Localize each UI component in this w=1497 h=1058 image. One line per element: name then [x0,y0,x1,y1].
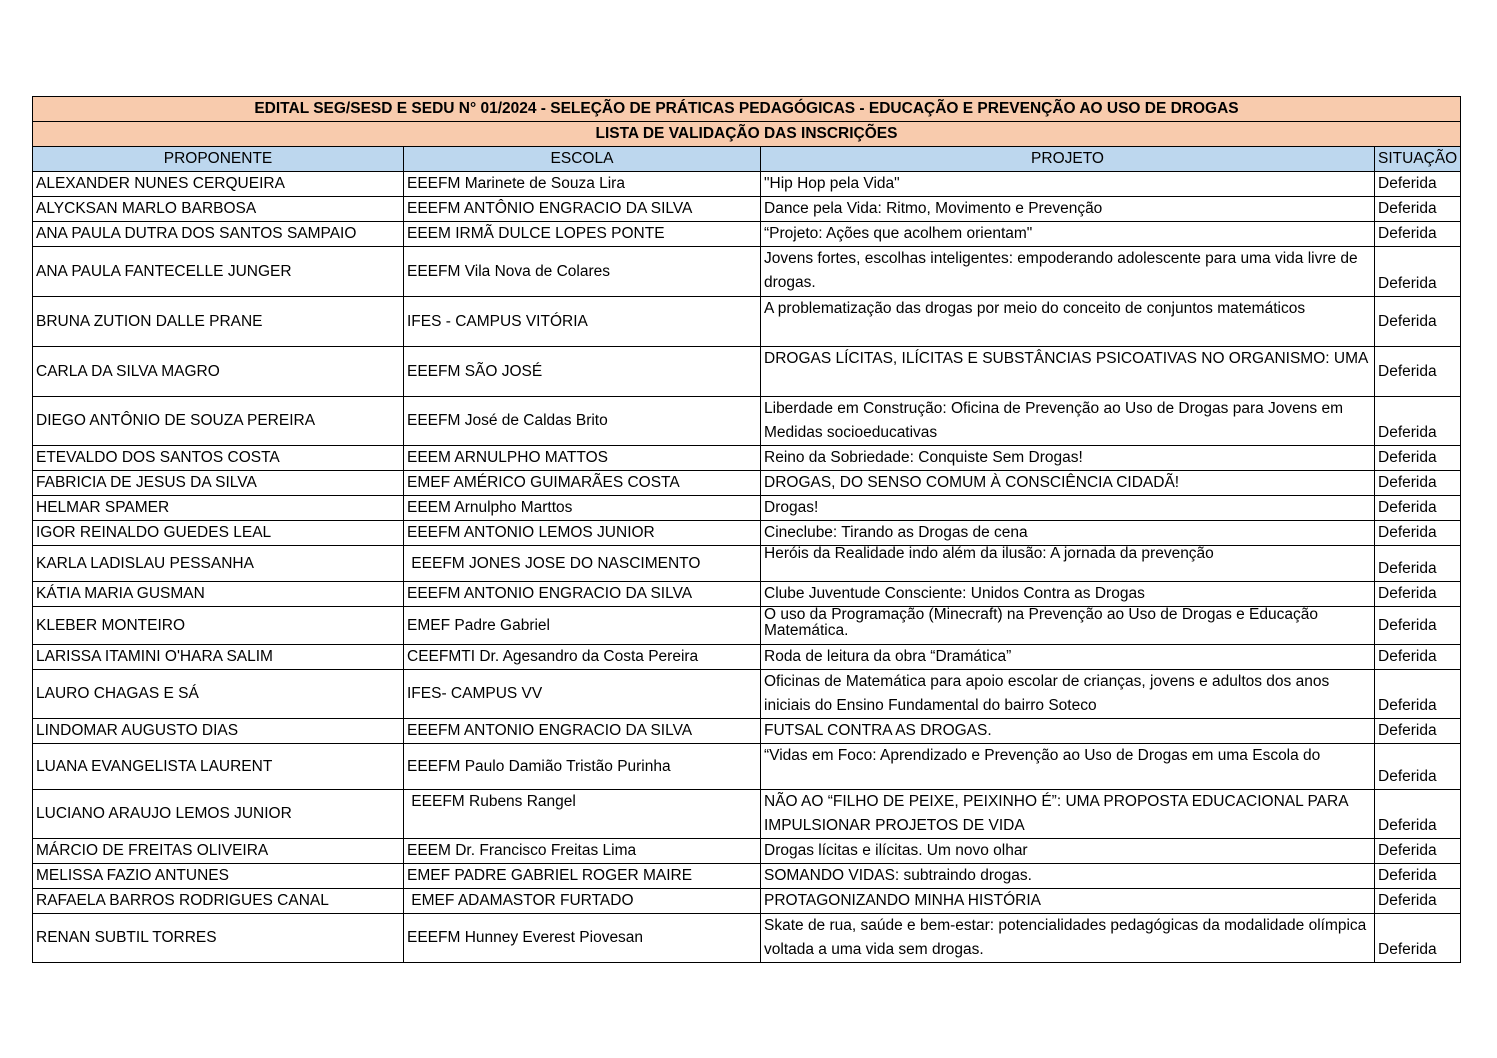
table-row [33,446,1461,471]
proponente-cell: ETEVALDO DOS SANTOS COSTA [33,446,404,471]
proponente-cell: IGOR REINALDO GUEDES LEAL [33,521,404,546]
situacao-cell: Deferida [1375,471,1461,496]
projeto-cell: DROGAS LÍCITAS, ILÍCITAS E SUBSTÂNCIAS PSICOATIVAS NO ORGANISMO: UMA [761,347,1375,397]
proponente-cell: LUANA EVANGELISTA LAURENT [33,744,404,790]
projeto-cell: Roda de leitura da obra “Dramática” [761,645,1375,670]
table-row [33,607,1461,645]
table-row [33,645,1461,670]
situacao-cell: Deferida [1375,889,1461,914]
proponente-cell: ANA PAULA FANTECELLE JUNGER [33,247,404,297]
table-row [33,546,1461,582]
table-row [33,670,1461,719]
situacao-cell: Deferida [1375,347,1461,397]
situacao-cell: Deferida [1375,197,1461,222]
table-row [33,521,1461,546]
projeto-cell: “Projeto: Ações que acolhem orientam" [761,222,1375,247]
proponente-cell: MELISSA FAZIO ANTUNES [33,864,404,889]
situacao-cell: Deferida [1375,607,1461,645]
escola-cell: EMEF Padre Gabriel [404,607,761,645]
header-situacao: SITUAÇÃO [1375,147,1461,172]
situacao-cell: Deferida [1375,744,1461,790]
situacao-cell: Deferida [1375,297,1461,347]
situacao-cell: Deferida [1375,914,1461,963]
escola-cell: EEEM ARNULPHO MATTOS [404,446,761,471]
table-row [33,222,1461,247]
escola-cell: EEEFM Hunney Everest Piovesan [404,914,761,963]
proponente-cell: RENAN SUBTIL TORRES [33,914,404,963]
proponente-cell: KARLA LADISLAU PESSANHA [33,546,404,582]
projeto-cell: Liberdade em Construção: Oficina de Prevenção ao Uso de Drogas para Jovens em Medidas socioeducativas [761,397,1375,446]
escola-cell: EEEFM SÃO JOSÉ [404,347,761,397]
proponente-cell: FABRICIA DE JESUS DA SILVA [33,471,404,496]
projeto-cell: Jovens fortes, escolhas inteligentes: empoderando adolescente para uma vida livre de drogas. [761,247,1375,297]
table-row [33,719,1461,744]
inscricoes-table [32,96,1461,963]
escola-cell: EEEFM JONES JOSE DO NASCIMENTO [404,546,761,582]
proponente-cell: CARLA DA SILVA MAGRO [33,347,404,397]
list-title: LISTA DE VALIDAÇÃO DAS INSCRIÇÕES [33,122,1461,147]
escola-cell: EEEFM Marinete de Souza Lira [404,172,761,197]
title-row-1 [33,97,1461,122]
header-proponente: PROPONENTE [33,147,404,172]
escola-cell: EEEM Arnulpho Marttos [404,496,761,521]
situacao-cell: Deferida [1375,172,1461,197]
projeto-cell: Heróis da Realidade indo além da ilusão: A jornada da prevenção [761,546,1375,582]
situacao-cell: Deferida [1375,247,1461,297]
situacao-cell: Deferida [1375,839,1461,864]
escola-cell: EEEM Dr. Francisco Freitas Lima [404,839,761,864]
escola-cell: EMEF AMÉRICO GUIMARÃES COSTA [404,471,761,496]
proponente-cell: LUCIANO ARAUJO LEMOS JUNIOR [33,790,404,839]
table-row [33,496,1461,521]
proponente-cell: KÁTIA MARIA GUSMAN [33,582,404,607]
table-row [33,914,1461,963]
title-row-2 [33,122,1461,147]
escola-cell: CEEFMTI Dr. Agesandro da Costa Pereira [404,645,761,670]
projeto-cell: Reino da Sobriedade: Conquiste Sem Drogas! [761,446,1375,471]
projeto-cell: Dance pela Vida: Ritmo, Movimento e Prevenção [761,197,1375,222]
escola-cell: EEEFM José de Caldas Brito [404,397,761,446]
situacao-cell: Deferida [1375,719,1461,744]
projeto-cell: Oficinas de Matemática para apoio escolar de crianças, jovens e adultos dos anos iniciais do Ensino Fundamental do bairro Soteco [761,670,1375,719]
proponente-cell: ALEXANDER NUNES CERQUEIRA [33,172,404,197]
projeto-cell: DROGAS, DO SENSO COMUM À CONSCIÊNCIA CIDADÃ! [761,471,1375,496]
proponente-cell: LAURO CHAGAS E SÁ [33,670,404,719]
table-row [33,582,1461,607]
table-row [33,347,1461,397]
proponente-cell: LINDOMAR AUGUSTO DIAS [33,719,404,744]
escola-cell: EEEFM ANTONIO LEMOS JUNIOR [404,521,761,546]
table-row [33,397,1461,446]
proponente-cell: BRUNA ZUTION DALLE PRANE [33,297,404,347]
escola-cell: EEEFM Paulo Damião Tristão Purinha [404,744,761,790]
escola-cell: IFES - CAMPUS VITÓRIA [404,297,761,347]
escola-cell: EEEFM ANTÔNIO ENGRACIO DA SILVA [404,197,761,222]
table-row [33,197,1461,222]
table-row [33,864,1461,889]
proponente-cell: HELMAR SPAMER [33,496,404,521]
situacao-cell: Deferida [1375,546,1461,582]
situacao-cell: Deferida [1375,864,1461,889]
escola-cell: EEEFM ANTONIO ENGRACIO DA SILVA [404,719,761,744]
situacao-cell: Deferida [1375,397,1461,446]
escola-cell: EEEFM Rubens Rangel [404,790,761,839]
situacao-cell: Deferida [1375,521,1461,546]
projeto-cell: Clube Juventude Consciente: Unidos Contra as Drogas [761,582,1375,607]
escola-cell: EMEF PADRE GABRIEL ROGER MAIRE [404,864,761,889]
situacao-cell: Deferida [1375,582,1461,607]
proponente-cell: MÁRCIO DE FREITAS OLIVEIRA [33,839,404,864]
escola-cell: IFES- CAMPUS VV [404,670,761,719]
escola-cell: EEEFM ANTONIO ENGRACIO DA SILVA [404,582,761,607]
projeto-cell: Cineclube: Tirando as Drogas de cena [761,521,1375,546]
situacao-cell: Deferida [1375,670,1461,719]
proponente-cell: LARISSA ITAMINI O'HARA SALIM [33,645,404,670]
proponente-cell: KLEBER MONTEIRO [33,607,404,645]
table-row [33,839,1461,864]
escola-cell: EEEFM Vila Nova de Colares [404,247,761,297]
proponente-cell: ALYCKSAN MARLO BARBOSA [33,197,404,222]
escola-cell: EEEM IRMÃ DULCE LOPES PONTE [404,222,761,247]
situacao-cell: Deferida [1375,222,1461,247]
projeto-cell: Drogas lícitas e ilícitas. Um novo olhar [761,839,1375,864]
projeto-cell: O uso da Programação (Minecraft) na Prevenção ao Uso de Drogas e Educação Matemática. [761,607,1375,645]
projeto-cell: Skate de rua, saúde e bem-estar: potencialidades pedagógicas da modalidade olímpica voltada a uma vida sem drogas. [761,914,1375,963]
header-escola: ESCOLA [404,147,761,172]
column-header-row [33,147,1461,172]
situacao-cell: Deferida [1375,645,1461,670]
projeto-cell: FUTSAL CONTRA AS DROGAS. [761,719,1375,744]
table-row [33,297,1461,347]
table-row [33,889,1461,914]
situacao-cell: Deferida [1375,446,1461,471]
table-row [33,247,1461,297]
projeto-cell: PROTAGONIZANDO MINHA HISTÓRIA [761,889,1375,914]
header-projeto: PROJETO [761,147,1375,172]
projeto-cell: "Hip Hop pela Vida" [761,172,1375,197]
table-row [33,790,1461,839]
projeto-cell: SOMANDO VIDAS: subtraindo drogas. [761,864,1375,889]
proponente-cell: DIEGO ANTÔNIO DE SOUZA PEREIRA [33,397,404,446]
projeto-cell: “Vidas em Foco: Aprendizado e Prevenção ao Uso de Drogas em uma Escola do [761,744,1375,790]
projeto-cell: A problematização das drogas por meio do conceito de conjuntos matemáticos [761,297,1375,347]
situacao-cell: Deferida [1375,496,1461,521]
proponente-cell: RAFAELA BARROS RODRIGUES CANAL [33,889,404,914]
projeto-cell: Drogas! [761,496,1375,521]
table-body [33,172,1461,963]
table-row [33,744,1461,790]
table-row [33,172,1461,197]
edital-title: EDITAL SEG/SESD E SEDU N° 01/2024 - SELEÇÃO DE PRÁTICAS PEDAGÓGICAS - EDUCAÇÃO E PREVENÇÃO AO USO DE DROGAS [33,97,1461,122]
projeto-cell: NÃO AO “FILHO DE PEIXE, PEIXINHO É”: UMA PROPOSTA EDUCACIONAL PARA IMPULSIONAR PROJETOS DE VIDA [761,790,1375,839]
escola-cell: EMEF ADAMASTOR FURTADO [404,889,761,914]
situacao-cell: Deferida [1375,790,1461,839]
table-row [33,471,1461,496]
proponente-cell: ANA PAULA DUTRA DOS SANTOS SAMPAIO [33,222,404,247]
